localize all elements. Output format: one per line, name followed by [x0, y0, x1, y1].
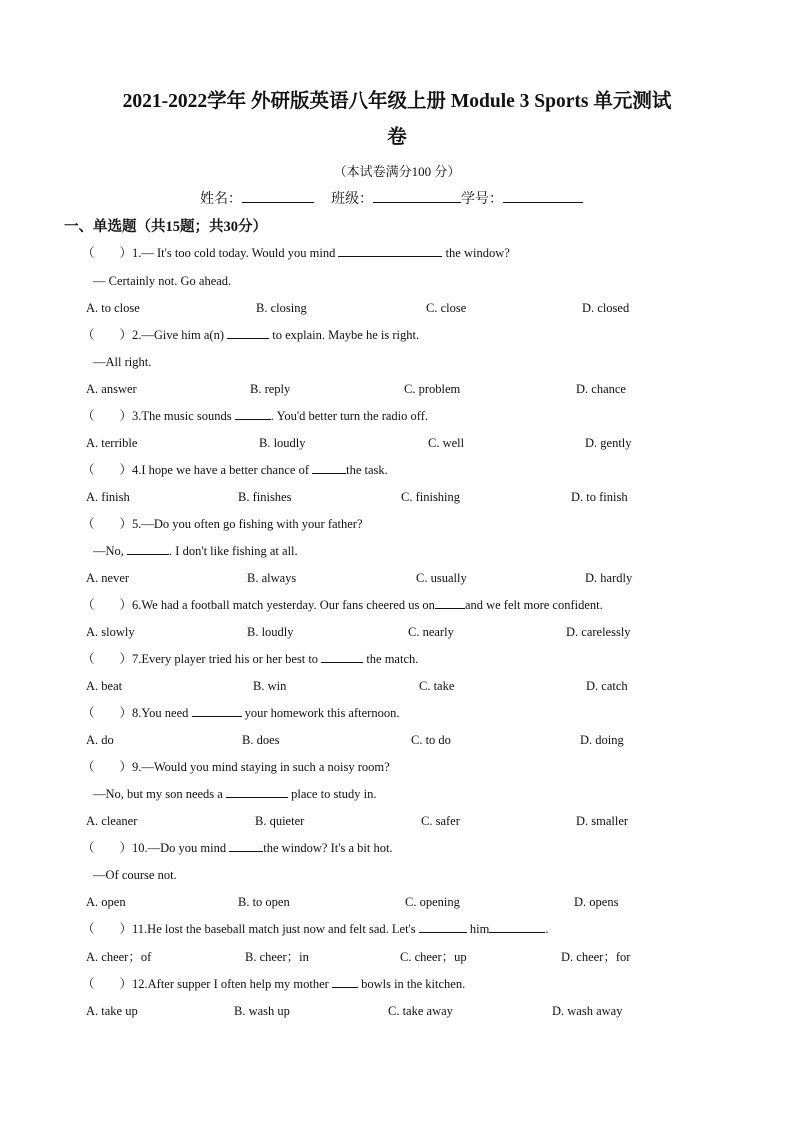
option-a[interactable]: A. never	[86, 571, 130, 585]
option-c[interactable]: C. well	[428, 436, 465, 450]
option-a[interactable]: A. take up	[86, 1004, 138, 1018]
option-b[interactable]: B. loudly	[259, 436, 306, 450]
reply-9	[0, 783, 794, 805]
question-text: and we felt more confident.	[464, 598, 603, 612]
question-text: the window?	[442, 246, 510, 260]
blank	[435, 596, 465, 609]
question-9	[0, 756, 794, 778]
title-line-2: 卷	[387, 127, 407, 148]
option-c[interactable]: C. safer	[421, 814, 460, 828]
blank	[489, 920, 545, 933]
answer-paren[interactable]: （ ）	[82, 409, 133, 423]
option-c[interactable]: C. problem	[404, 382, 461, 396]
option-b[interactable]: B. win	[253, 679, 287, 693]
reply-5	[0, 540, 794, 562]
blank	[419, 920, 467, 933]
blank	[127, 542, 169, 555]
reply-10	[0, 864, 794, 886]
option-d[interactable]: D. to finish	[571, 490, 628, 504]
option-a[interactable]: A. slowly	[86, 625, 135, 639]
question-text: 7.Every player tried his or her best to	[132, 652, 322, 666]
title-line-1: 2021-2022学年 外研版英语八年级上册 Module 3 Sports 单元测试	[122, 91, 672, 112]
name-label: 姓名：	[200, 192, 242, 207]
options-4	[0, 486, 794, 508]
question-7	[0, 648, 794, 670]
reply-text: —No,	[93, 544, 128, 558]
option-d[interactable]: D. closed	[582, 301, 630, 315]
option-a[interactable]: A. terrible	[86, 436, 138, 450]
options-12	[0, 1000, 794, 1022]
option-c[interactable]: C. take away	[388, 1004, 453, 1018]
option-c[interactable]: C. take	[419, 679, 455, 693]
option-a[interactable]: A. beat	[86, 679, 123, 693]
options-9	[0, 810, 794, 832]
question-text: 5.—Do you often go fishing with your father?	[132, 517, 363, 531]
section-heading: 一、单选题（共15题；共30分）	[64, 219, 267, 235]
class-field[interactable]	[373, 188, 461, 203]
question-8	[0, 702, 794, 724]
answer-paren[interactable]: （ ）	[82, 841, 133, 855]
options-2	[0, 378, 794, 400]
question-text: him	[466, 922, 490, 936]
reply-text: —Of course not.	[93, 868, 177, 882]
option-c[interactable]: C. opening	[405, 895, 460, 909]
question-text: 8.You need	[132, 706, 192, 720]
id-label: 学号：	[461, 192, 503, 207]
class-label: 班级：	[331, 192, 373, 207]
option-a[interactable]: A. cleaner	[86, 814, 138, 828]
option-a[interactable]: A. to close	[86, 301, 140, 315]
answer-paren[interactable]: （ ）	[82, 760, 133, 774]
option-d[interactable]: D. wash away	[552, 1004, 623, 1018]
score-note: （本试卷满分100 分）	[333, 164, 461, 179]
option-a[interactable]: A. answer	[86, 382, 137, 396]
option-b[interactable]: B. quieter	[255, 814, 305, 828]
option-d[interactable]: D. smaller	[576, 814, 629, 828]
blank	[226, 785, 288, 798]
question-text: 11.He lost the baseball match just now and felt sad. Let's	[132, 922, 419, 936]
option-b[interactable]: B. does	[242, 733, 280, 747]
answer-paren[interactable]: （ ）	[82, 922, 133, 936]
question-1	[0, 242, 794, 264]
answer-paren[interactable]: （ ）	[82, 977, 133, 991]
blank	[312, 461, 346, 474]
question-6	[0, 594, 794, 616]
question-text: 2.—Give him a(n)	[132, 328, 228, 342]
question-text: bowls in the kitchen.	[357, 977, 466, 991]
options-10	[0, 891, 794, 913]
option-d[interactable]: D. chance	[576, 382, 626, 396]
option-b[interactable]: B. closing	[256, 301, 307, 315]
answer-paren[interactable]: （ ）	[82, 246, 133, 260]
option-d[interactable]: D. cheer；for	[561, 950, 631, 964]
blank	[321, 650, 363, 663]
question-4	[0, 459, 794, 481]
question-text: 12.After supper I often help my mother	[132, 977, 332, 991]
options-5	[0, 567, 794, 589]
question-3	[0, 405, 794, 427]
blank	[338, 244, 442, 257]
reply-text: . I don't like fishing at all.	[169, 544, 298, 558]
reply-text: —No, but my son needs a	[93, 787, 226, 801]
blank	[332, 975, 358, 988]
option-c[interactable]: C. nearly	[408, 625, 454, 639]
option-a[interactable]: A. open	[86, 895, 126, 909]
option-d[interactable]: D. hardly	[585, 571, 633, 585]
blank	[235, 407, 271, 420]
question-text: .	[545, 922, 549, 936]
option-b[interactable]: B. finishes	[238, 490, 292, 504]
option-c[interactable]: C. close	[426, 301, 467, 315]
option-c[interactable]: C. finishing	[401, 490, 461, 504]
question-text: the task.	[346, 463, 388, 477]
option-d[interactable]: D. doing	[580, 733, 624, 747]
option-b[interactable]: B. cheer；in	[245, 950, 309, 964]
student-info	[200, 188, 583, 211]
option-d[interactable]: D. gently	[585, 436, 632, 450]
blank	[227, 326, 269, 339]
answer-paren[interactable]: （ ）	[82, 463, 133, 477]
option-d[interactable]: D. catch	[586, 679, 628, 693]
id-field[interactable]	[503, 188, 583, 203]
options-1	[0, 297, 794, 319]
answer-paren[interactable]: （ ）	[82, 517, 133, 531]
option-c[interactable]: C. to do	[411, 733, 451, 747]
question-text: the window? It's a bit hot.	[263, 841, 393, 855]
option-c[interactable]: C. usually	[416, 571, 467, 585]
option-b[interactable]: B. loudly	[247, 625, 294, 639]
question-text: 6.We had a football match yesterday. Our fans cheered us on	[132, 598, 435, 612]
question-11	[0, 918, 794, 940]
question-text: your homework this afternoon.	[241, 706, 400, 720]
options-6	[0, 621, 794, 643]
option-b[interactable]: B. wash up	[234, 1004, 290, 1018]
blank	[229, 839, 263, 852]
name-field[interactable]	[242, 188, 314, 203]
reply-text: —All right.	[93, 355, 152, 369]
answer-paren[interactable]: （ ）	[82, 328, 133, 342]
answer-paren[interactable]: （ ）	[82, 706, 133, 720]
question-text: 9.—Would you mind staying in such a noisy room?	[132, 760, 390, 774]
options-7	[0, 675, 794, 697]
option-a[interactable]: A. finish	[86, 490, 130, 504]
question-text: 1.— It's too cold today. Would you mind	[132, 246, 339, 260]
reply-text: place to study in.	[287, 787, 377, 801]
question-text: to explain. Maybe he is right.	[269, 328, 420, 342]
question-12	[0, 973, 794, 995]
options-3	[0, 432, 794, 454]
option-b[interactable]: B. reply	[250, 382, 291, 396]
reply-2	[0, 351, 794, 373]
question-text: 4.I hope we have a better chance of	[132, 463, 313, 477]
answer-paren[interactable]: （ ）	[82, 652, 133, 666]
option-b[interactable]: B. to open	[238, 895, 290, 909]
question-text: 3.The music sounds	[132, 409, 235, 423]
question-text: . You'd better turn the radio off.	[270, 409, 428, 423]
question-text: the match.	[363, 652, 419, 666]
reply-1	[0, 270, 794, 292]
option-a[interactable]: A. cheer；of	[86, 950, 152, 964]
option-d[interactable]: D. carelessly	[566, 625, 631, 639]
option-c[interactable]: C. cheer；up	[400, 950, 467, 964]
option-d[interactable]: D. opens	[574, 895, 619, 909]
question-5	[0, 513, 794, 535]
options-11	[0, 946, 794, 968]
page-title	[60, 84, 734, 156]
question-text: 10.—Do you mind	[132, 841, 230, 855]
option-b[interactable]: B. always	[247, 571, 297, 585]
question-10	[0, 837, 794, 859]
reply-text: — Certainly not. Go ahead.	[93, 274, 232, 288]
option-a[interactable]: A. do	[86, 733, 114, 747]
options-8	[0, 729, 794, 751]
blank	[192, 704, 242, 717]
question-2	[0, 324, 794, 346]
answer-paren[interactable]: （ ）	[82, 598, 133, 612]
